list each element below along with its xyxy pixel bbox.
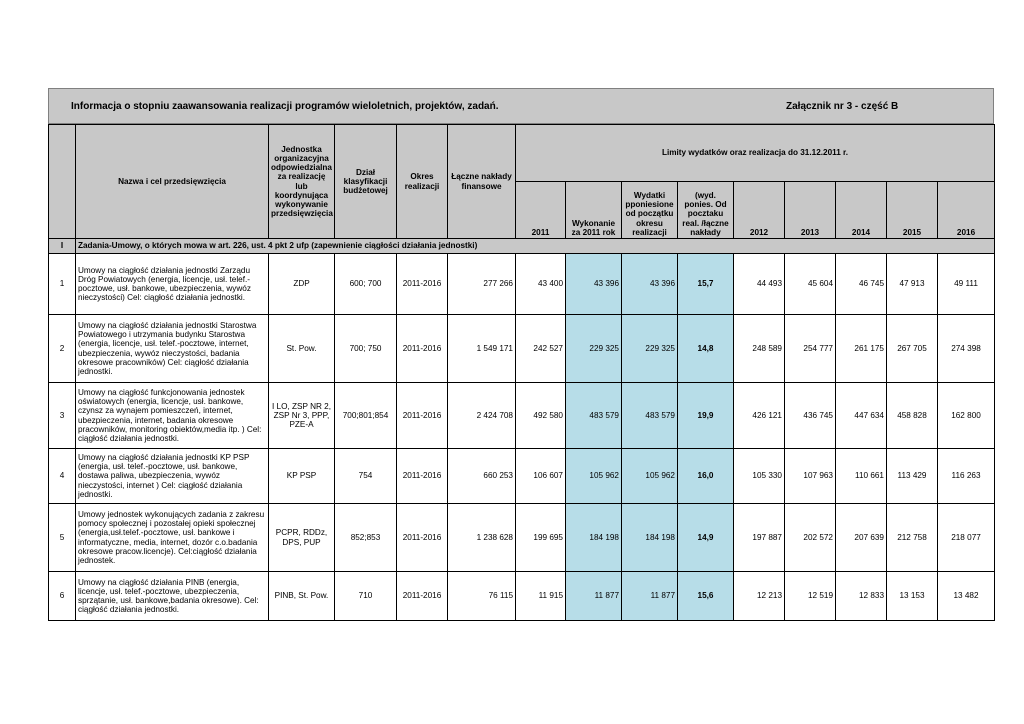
header-limits: Limity wydatków oraz realizacja do 31.12.2011 r.	[516, 125, 995, 182]
expense-ratio: 19,9	[678, 383, 734, 449]
limit-2012: 248 589	[734, 315, 785, 383]
limit-2014: 261 175	[836, 315, 887, 383]
limit-2016: 116 263	[938, 449, 995, 504]
section-label: Zadania-Umowy, o których mowa w art. 226, ust. 4 pkt 2 ufp (zapewnienie ciągłości działania jednostki)	[76, 239, 995, 254]
task-name: Umowy na ciągłość działania jednostki KP PSP (energia, usł. telef.-pocztowe, usł. bankowe, dostawa paliwa, ubezpieczenia, wywóz nieczystości, internet ) Cel: ciągłość działania jednostki.	[76, 449, 269, 504]
row-number: 1	[49, 254, 76, 315]
limit-2014: 46 745	[836, 254, 887, 315]
header-lp	[49, 125, 76, 239]
section-row	[49, 239, 995, 254]
header-total: Łączne nakłady finansowe	[448, 125, 516, 239]
limit-2011: 106 607	[516, 449, 566, 504]
limit-2013: 12 519	[785, 572, 836, 621]
header-row-top	[49, 125, 995, 182]
period: 2011-2016	[397, 449, 448, 504]
task-name: Umowy na ciągłość funkcjonowania jednostek oświatowych (energia, licencje, usł. bankowe, czynsz za wynajem pomieszczeń, internet, ubezpieczenia, internet, badania okresowe pracowników, monitoring obiektów,media itp. ) Cel: ciągłość działania jednostki.	[76, 383, 269, 449]
limit-2011: 492 580	[516, 383, 566, 449]
limit-2016: 49 111	[938, 254, 995, 315]
execution-2011: 105 962	[566, 449, 622, 504]
limit-2013: 202 572	[785, 504, 836, 572]
budget-classification: 754	[335, 449, 397, 504]
row-number: 6	[49, 572, 76, 621]
execution-2011: 229 325	[566, 315, 622, 383]
limit-2015: 458 828	[887, 383, 938, 449]
table-row	[49, 315, 995, 383]
limit-2011: 242 527	[516, 315, 566, 383]
total-outlays: 1 238 628	[448, 504, 516, 572]
period: 2011-2016	[397, 315, 448, 383]
limit-2013: 107 963	[785, 449, 836, 504]
budget-classification: 852;853	[335, 504, 397, 572]
budget-classification: 700; 750	[335, 315, 397, 383]
responsible-unit: I LO, ZSP NR 2, ZSP Nr 3, PPP, PZE-A	[269, 383, 335, 449]
expense-ratio: 14,8	[678, 315, 734, 383]
limit-2014: 207 639	[836, 504, 887, 572]
total-outlays: 76 115	[448, 572, 516, 621]
limit-2015: 47 913	[887, 254, 938, 315]
header-name: Nazwa i cel przedsięwzięcia	[76, 125, 269, 239]
total-outlays: 1 549 171	[448, 315, 516, 383]
header-2011: 2011	[516, 182, 566, 239]
expenses-to-date: 43 396	[622, 254, 678, 315]
execution-2011: 11 877	[566, 572, 622, 621]
budget-classification: 600; 700	[335, 254, 397, 315]
responsible-unit: PCPR, RDDz, DPS, PUP	[269, 504, 335, 572]
limit-2012: 197 887	[734, 504, 785, 572]
limit-2015: 267 705	[887, 315, 938, 383]
section-number: I	[49, 239, 76, 254]
table-body	[49, 254, 995, 621]
task-name: Umowy na ciągłość działania PINB (energia, licencje, usł. telef.-pocztowe, ubezpieczenia, sprzątanie, usł. bankowe,badania okresowe). Cel: ciągłość działania jednostki.	[76, 572, 269, 621]
header-2014: 2014	[836, 182, 887, 239]
period: 2011-2016	[397, 254, 448, 315]
row-number: 3	[49, 383, 76, 449]
header-unit: Jednostka organizacyjna odpowiedzialna za realizację lub koordynująca wykonywanie przedsięwzięcia	[269, 125, 335, 239]
expense-ratio: 14,9	[678, 504, 734, 572]
progress-table	[48, 124, 995, 621]
budget-classification: 710	[335, 572, 397, 621]
header-execution: Wykonanie za 2011 rok	[566, 182, 622, 239]
responsible-unit: St. Pow.	[269, 315, 335, 383]
period: 2011-2016	[397, 572, 448, 621]
total-outlays: 277 266	[448, 254, 516, 315]
expenses-to-date: 11 877	[622, 572, 678, 621]
header-period: Okres realizacji	[397, 125, 448, 239]
header-2015: 2015	[887, 182, 938, 239]
total-outlays: 2 424 708	[448, 383, 516, 449]
header-ratio: (wyd. ponies. Od pocztaku real. /łączne nakłady	[678, 182, 734, 239]
limit-2015: 212 758	[887, 504, 938, 572]
budget-classification: 700;801;854	[335, 383, 397, 449]
limit-2012: 426 121	[734, 383, 785, 449]
task-name: Umowy na ciągłość działania jednostki Starostwa Powiatowego i utrzymania budynku Starostwa (energia, licencje, usł. telef.-pocztowe, internet, ubezpieczenia, wywóz nieczystości, badania okresowe pracowników) Cel: ciągłość działania jednostki.	[76, 315, 269, 383]
expenses-to-date: 184 198	[622, 504, 678, 572]
expenses-to-date: 229 325	[622, 315, 678, 383]
limit-2012: 105 330	[734, 449, 785, 504]
row-number: 4	[49, 449, 76, 504]
task-name: Umowy jednostek wykonujących zadania z zakresu pomocy społecznej i pozostałej opieki społecznej (energia,usł.telef.-pocztowe, usł. bankowe i informatyczne, media, internet, dozór c.o.badania okresowe pracow.licencje). Cel:ciągłość działania jednostek.	[76, 504, 269, 572]
responsible-unit: ZDP	[269, 254, 335, 315]
table-row	[49, 383, 995, 449]
limit-2016: 218 077	[938, 504, 995, 572]
period: 2011-2016	[397, 504, 448, 572]
expense-ratio: 15,6	[678, 572, 734, 621]
responsible-unit: KP PSP	[269, 449, 335, 504]
period: 2011-2016	[397, 383, 448, 449]
table-row	[49, 254, 995, 315]
task-name: Umowy na ciągłość działania jednostki Zarządu Dróg Powiatowych (energia, licencje, usł. telef.- pocztowe, usł. bankowe, ubezpieczenia, wywóz nieczystości) Cel: ciągłość działania jednostki.	[76, 254, 269, 315]
expenses-to-date: 105 962	[622, 449, 678, 504]
execution-2011: 184 198	[566, 504, 622, 572]
expenses-to-date: 483 579	[622, 383, 678, 449]
limit-2011: 199 695	[516, 504, 566, 572]
limit-2014: 110 661	[836, 449, 887, 504]
header-2012: 2012	[734, 182, 785, 239]
table-row	[49, 449, 995, 504]
table-row	[49, 572, 995, 621]
header-expenses: Wydatki pponiesione od początku okresu realizacji	[622, 182, 678, 239]
limit-2014: 12 833	[836, 572, 887, 621]
header-2013: 2013	[785, 182, 836, 239]
limit-2014: 447 634	[836, 383, 887, 449]
limit-2016: 13 482	[938, 572, 995, 621]
limit-2012: 12 213	[734, 572, 785, 621]
document-header	[48, 88, 994, 124]
limit-2013: 254 777	[785, 315, 836, 383]
limit-2013: 436 745	[785, 383, 836, 449]
table-row	[49, 504, 995, 572]
row-number: 5	[49, 504, 76, 572]
limit-2011: 11 915	[516, 572, 566, 621]
limit-2016: 162 800	[938, 383, 995, 449]
limit-2011: 43 400	[516, 254, 566, 315]
document-title: Informacja o stopniu zaawansowania realizacji programów wieloletnich, projektów, zadań.	[71, 101, 499, 112]
row-number: 2	[49, 315, 76, 383]
execution-2011: 43 396	[566, 254, 622, 315]
limit-2016: 274 398	[938, 315, 995, 383]
limit-2015: 113 429	[887, 449, 938, 504]
execution-2011: 483 579	[566, 383, 622, 449]
header-2016: 2016	[938, 182, 995, 239]
limit-2012: 44 493	[734, 254, 785, 315]
header-classification: Dział klasyfikacji budżetowej	[335, 125, 397, 239]
expense-ratio: 16,0	[678, 449, 734, 504]
total-outlays: 660 253	[448, 449, 516, 504]
annex-label: Załącznik nr 3 - część B	[786, 101, 899, 112]
responsible-unit: PINB, St. Pow.	[269, 572, 335, 621]
limit-2013: 45 604	[785, 254, 836, 315]
expense-ratio: 15,7	[678, 254, 734, 315]
limit-2015: 13 153	[887, 572, 938, 621]
